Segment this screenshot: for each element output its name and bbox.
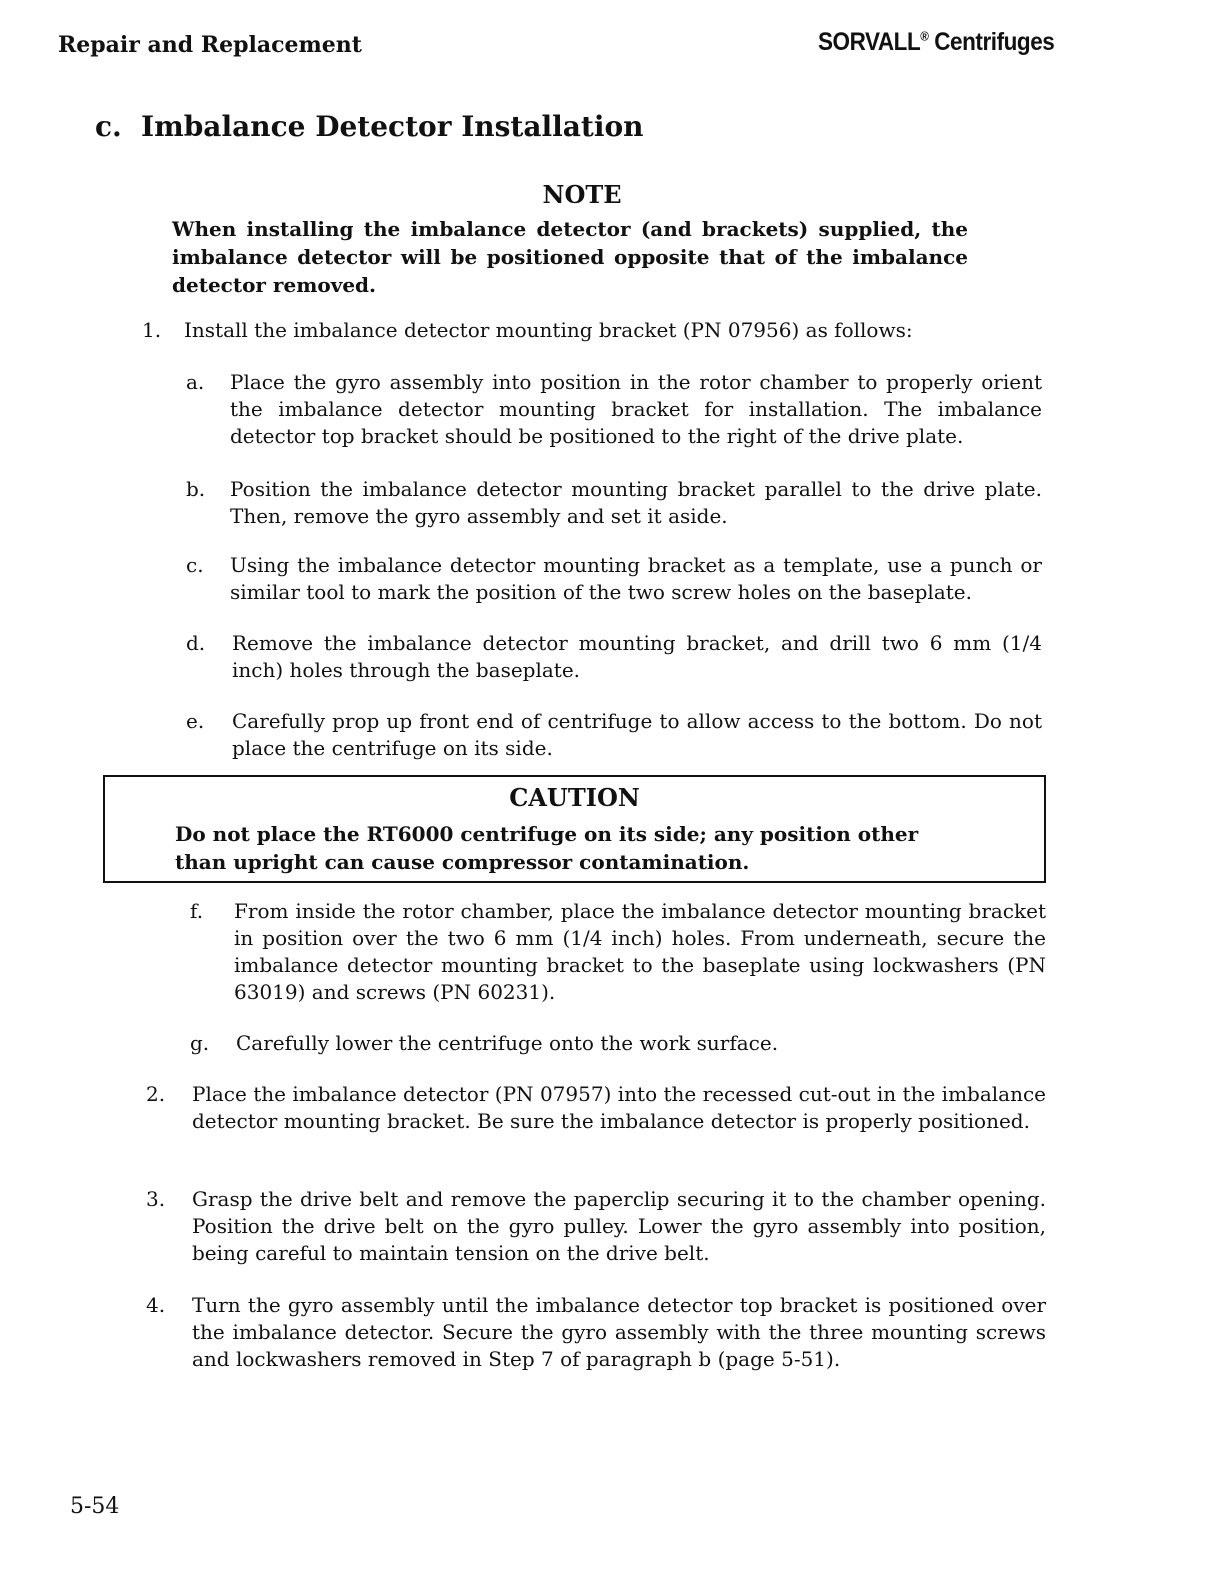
caution-text: Do not place the RT6000 centrifuge on its side; any position other than upright can cause compressor contamination. (175, 822, 919, 874)
substep-letter: c. (186, 553, 204, 577)
page-number: 5-54 (70, 1494, 120, 1519)
substep-g (190, 1030, 1046, 1057)
substep-text: Place the gyro assembly into position in the rotor chamber to properly orient the imbalance detector mounting bracket for installation. The imbalance detector top bracket should be positioned to the right of the drive plate. (230, 370, 1042, 448)
caution-title: CAUTION (509, 783, 640, 812)
caution-box (103, 775, 1046, 883)
step-3 (146, 1186, 1046, 1267)
substep-text: Remove the imbalance detector mounting bracket, and drill two 6 mm (1/4 inch) holes through the baseplate. (232, 631, 1042, 682)
note-text: When installing the imbalance detector (and brackets) supplied, the imbalance detector will be positioned opposite that of the imbalance detector removed. (172, 217, 968, 297)
step-2 (146, 1081, 1046, 1135)
substep-letter: a. (186, 370, 205, 394)
step-number: 1. (142, 318, 162, 342)
substep-letter: d. (186, 631, 206, 655)
substep-a (186, 369, 1042, 450)
step-text: Turn the gyro assembly until the imbalance detector top bracket is positioned over the imbalance detector. Secure the gyro assembly with the three mounting screws and lockwashers removed in Step 7 of paragraph b (page 5-51). (192, 1293, 1046, 1371)
substep-letter: b. (186, 477, 206, 501)
step-text: Grasp the drive belt and remove the paperclip securing it to the chamber opening. Position the drive belt on the gyro pulley. Lower the gyro assembly into position, being careful to maintain tension on the drive belt. (192, 1187, 1046, 1265)
substep-letter: g. (190, 1031, 210, 1055)
brand-suffix: Centrifuges (928, 28, 1055, 56)
substep-f (190, 898, 1046, 1006)
step-number: 4. (146, 1293, 166, 1317)
step-text: Place the imbalance detector (PN 07957) into the recessed cut-out in the imbalance detector mounting bracket. Be sure the imbalance detector is properly positioned. (192, 1082, 1046, 1133)
running-header-section: Repair and Replacement (58, 32, 362, 58)
step-1 (142, 317, 972, 344)
substep-text: Carefully lower the centrifuge onto the work surface. (236, 1031, 779, 1055)
section-letter: c. (95, 110, 122, 143)
step-text: Install the imbalance detector mounting bracket (PN 07956) as follows: (184, 318, 913, 342)
substep-c (186, 552, 1042, 606)
step-number: 2. (146, 1082, 166, 1106)
running-header-brand (818, 28, 1054, 57)
section-title: Imbalance Detector Installation (141, 110, 644, 143)
note-title: NOTE (542, 180, 622, 209)
brand-name: SORVALL (818, 28, 921, 56)
registered-mark: ® (920, 28, 929, 44)
step-4 (146, 1292, 1046, 1373)
substep-letter: e. (186, 709, 205, 733)
step-number: 3. (146, 1187, 166, 1211)
substep-text: Position the imbalance detector mounting bracket parallel to the drive plate. Then, remove the gyro assembly and set it aside. (230, 477, 1042, 528)
substep-text: Carefully prop up front end of centrifuge to allow access to the bottom. Do not place the centrifuge on its side. (232, 709, 1042, 760)
substep-text: From inside the rotor chamber, place the imbalance detector mounting bracket in position over the two 6 mm (1/4 inch) holes. From underneath, secure the imbalance detector mounting bracket to the baseplate using lockwashers (PN 63019) and screws (PN 60231). (234, 899, 1046, 1004)
substep-d (186, 630, 1042, 684)
substep-letter: f. (190, 899, 204, 923)
substep-b (186, 476, 1042, 530)
substep-e (186, 708, 1042, 762)
section-heading (95, 110, 644, 143)
substep-text: Using the imbalance detector mounting bracket as a template, use a punch or similar tool to mark the position of the two screw holes on the baseplate. (230, 553, 1042, 604)
